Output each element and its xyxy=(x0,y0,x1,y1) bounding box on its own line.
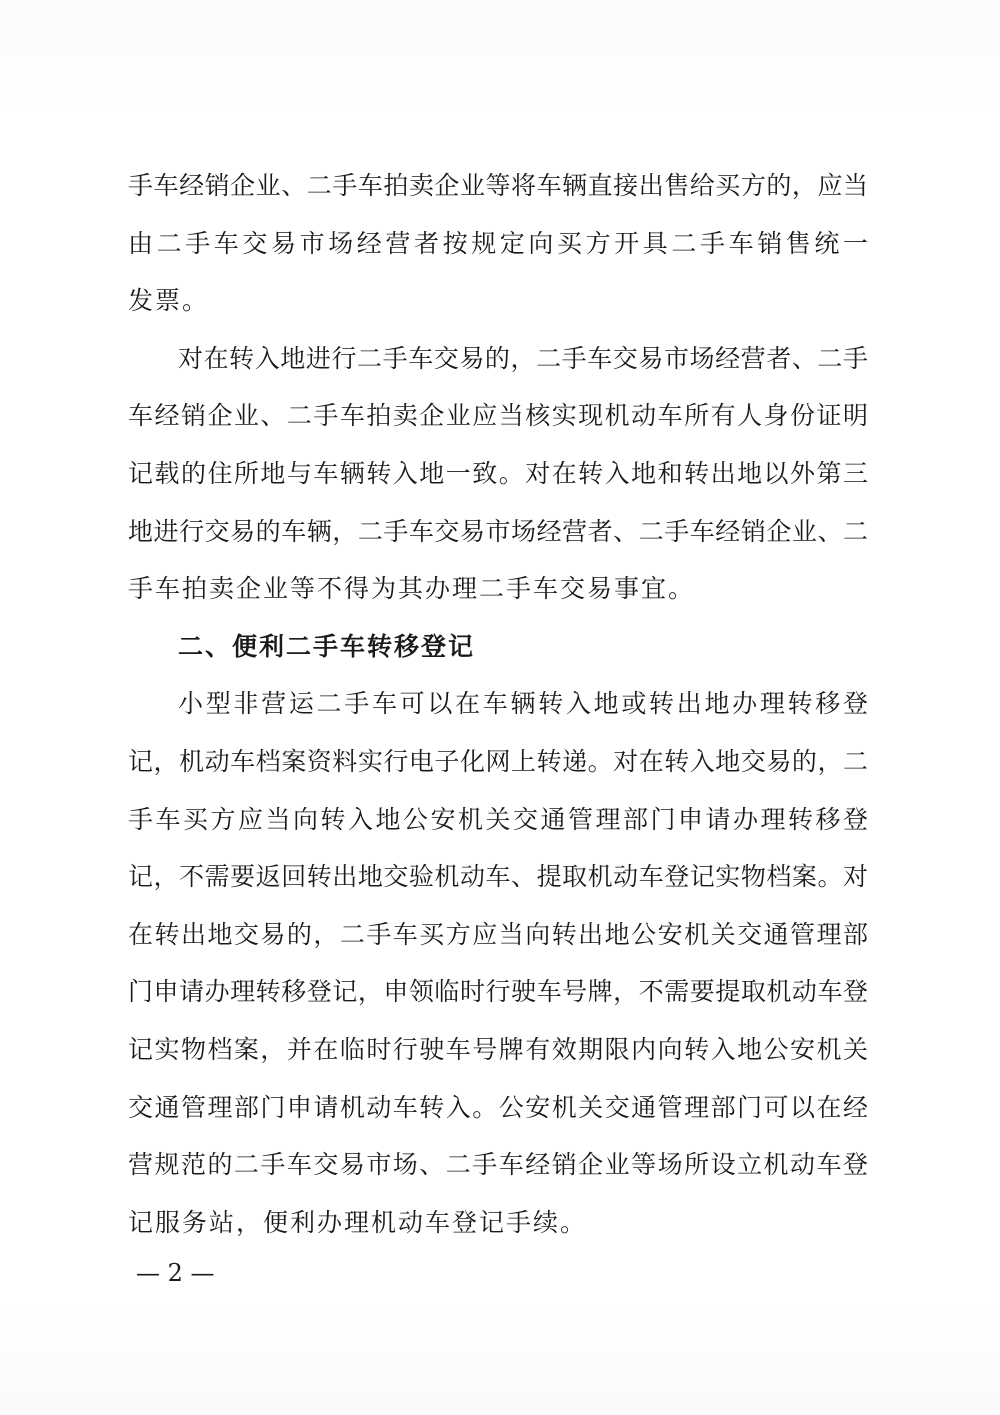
paragraph-line: 小型非营运二手车可以在车辆转入地或转出地办理转移登 xyxy=(178,689,868,719)
paragraph-line: 交通管理部门申请机动车转入。公安机关交通管理部门可以在经 xyxy=(128,1092,868,1122)
paragraph-line: 记，不需要返回转出地交验机动车、提取机动车登记实物档案。对 xyxy=(128,862,868,892)
paragraph-line: 车经销企业、二手车拍卖企业应当核实现机动车所有人身份证明 xyxy=(128,401,868,431)
paragraph-line: 地进行交易的车辆，二手车交易市场经营者、二手车经销企业、二 xyxy=(128,516,868,546)
document-body xyxy=(128,157,868,1251)
paragraph-line: 手车买方应当向转入地公安机关交通管理部门申请办理转移登 xyxy=(128,804,868,834)
paragraph-line: 由二手车交易市场经营者按规定向买方开具二手车销售统一 xyxy=(128,228,868,258)
paragraph-line: 在转出地交易的，二手车买方应当向转出地公安机关交通管理部 xyxy=(128,919,868,949)
paragraph-line: 发票。 xyxy=(128,286,210,316)
paragraph-line: 手车经销企业、二手车拍卖企业等将车辆直接出售给买方的，应当 xyxy=(128,171,868,200)
section-heading: 二、便利二手车转移登记 xyxy=(178,631,476,661)
paragraph-line: 对在转入地进行二手车交易的，二手车交易市场经营者、二手 xyxy=(178,343,868,373)
page-number: — 2 — xyxy=(136,1259,215,1287)
paragraph-line: 记服务站，便利办理机动车登记手续。 xyxy=(128,1207,588,1237)
paragraph-line: 记载的住所地与车辆转入地一致。对在转入地和转出地以外第三 xyxy=(128,458,868,488)
paragraph-line: 营规范的二手车交易市场、二手车经销企业等场所设立机动车登 xyxy=(128,1150,868,1180)
paragraph-line: 记，机动车档案资料实行电子化网上转递。对在转入地交易的，二 xyxy=(128,746,868,776)
paragraph-line: 手车拍卖企业等不得为其办理二手车交易事宜。 xyxy=(128,574,696,604)
paragraph-line: 记实物档案，并在临时行驶车号牌有效期限内向转入地公安机关 xyxy=(128,1034,868,1064)
paragraph-line: 门申请办理转移登记，申领临时行驶车号牌，不需要提取机动车登 xyxy=(128,977,868,1007)
